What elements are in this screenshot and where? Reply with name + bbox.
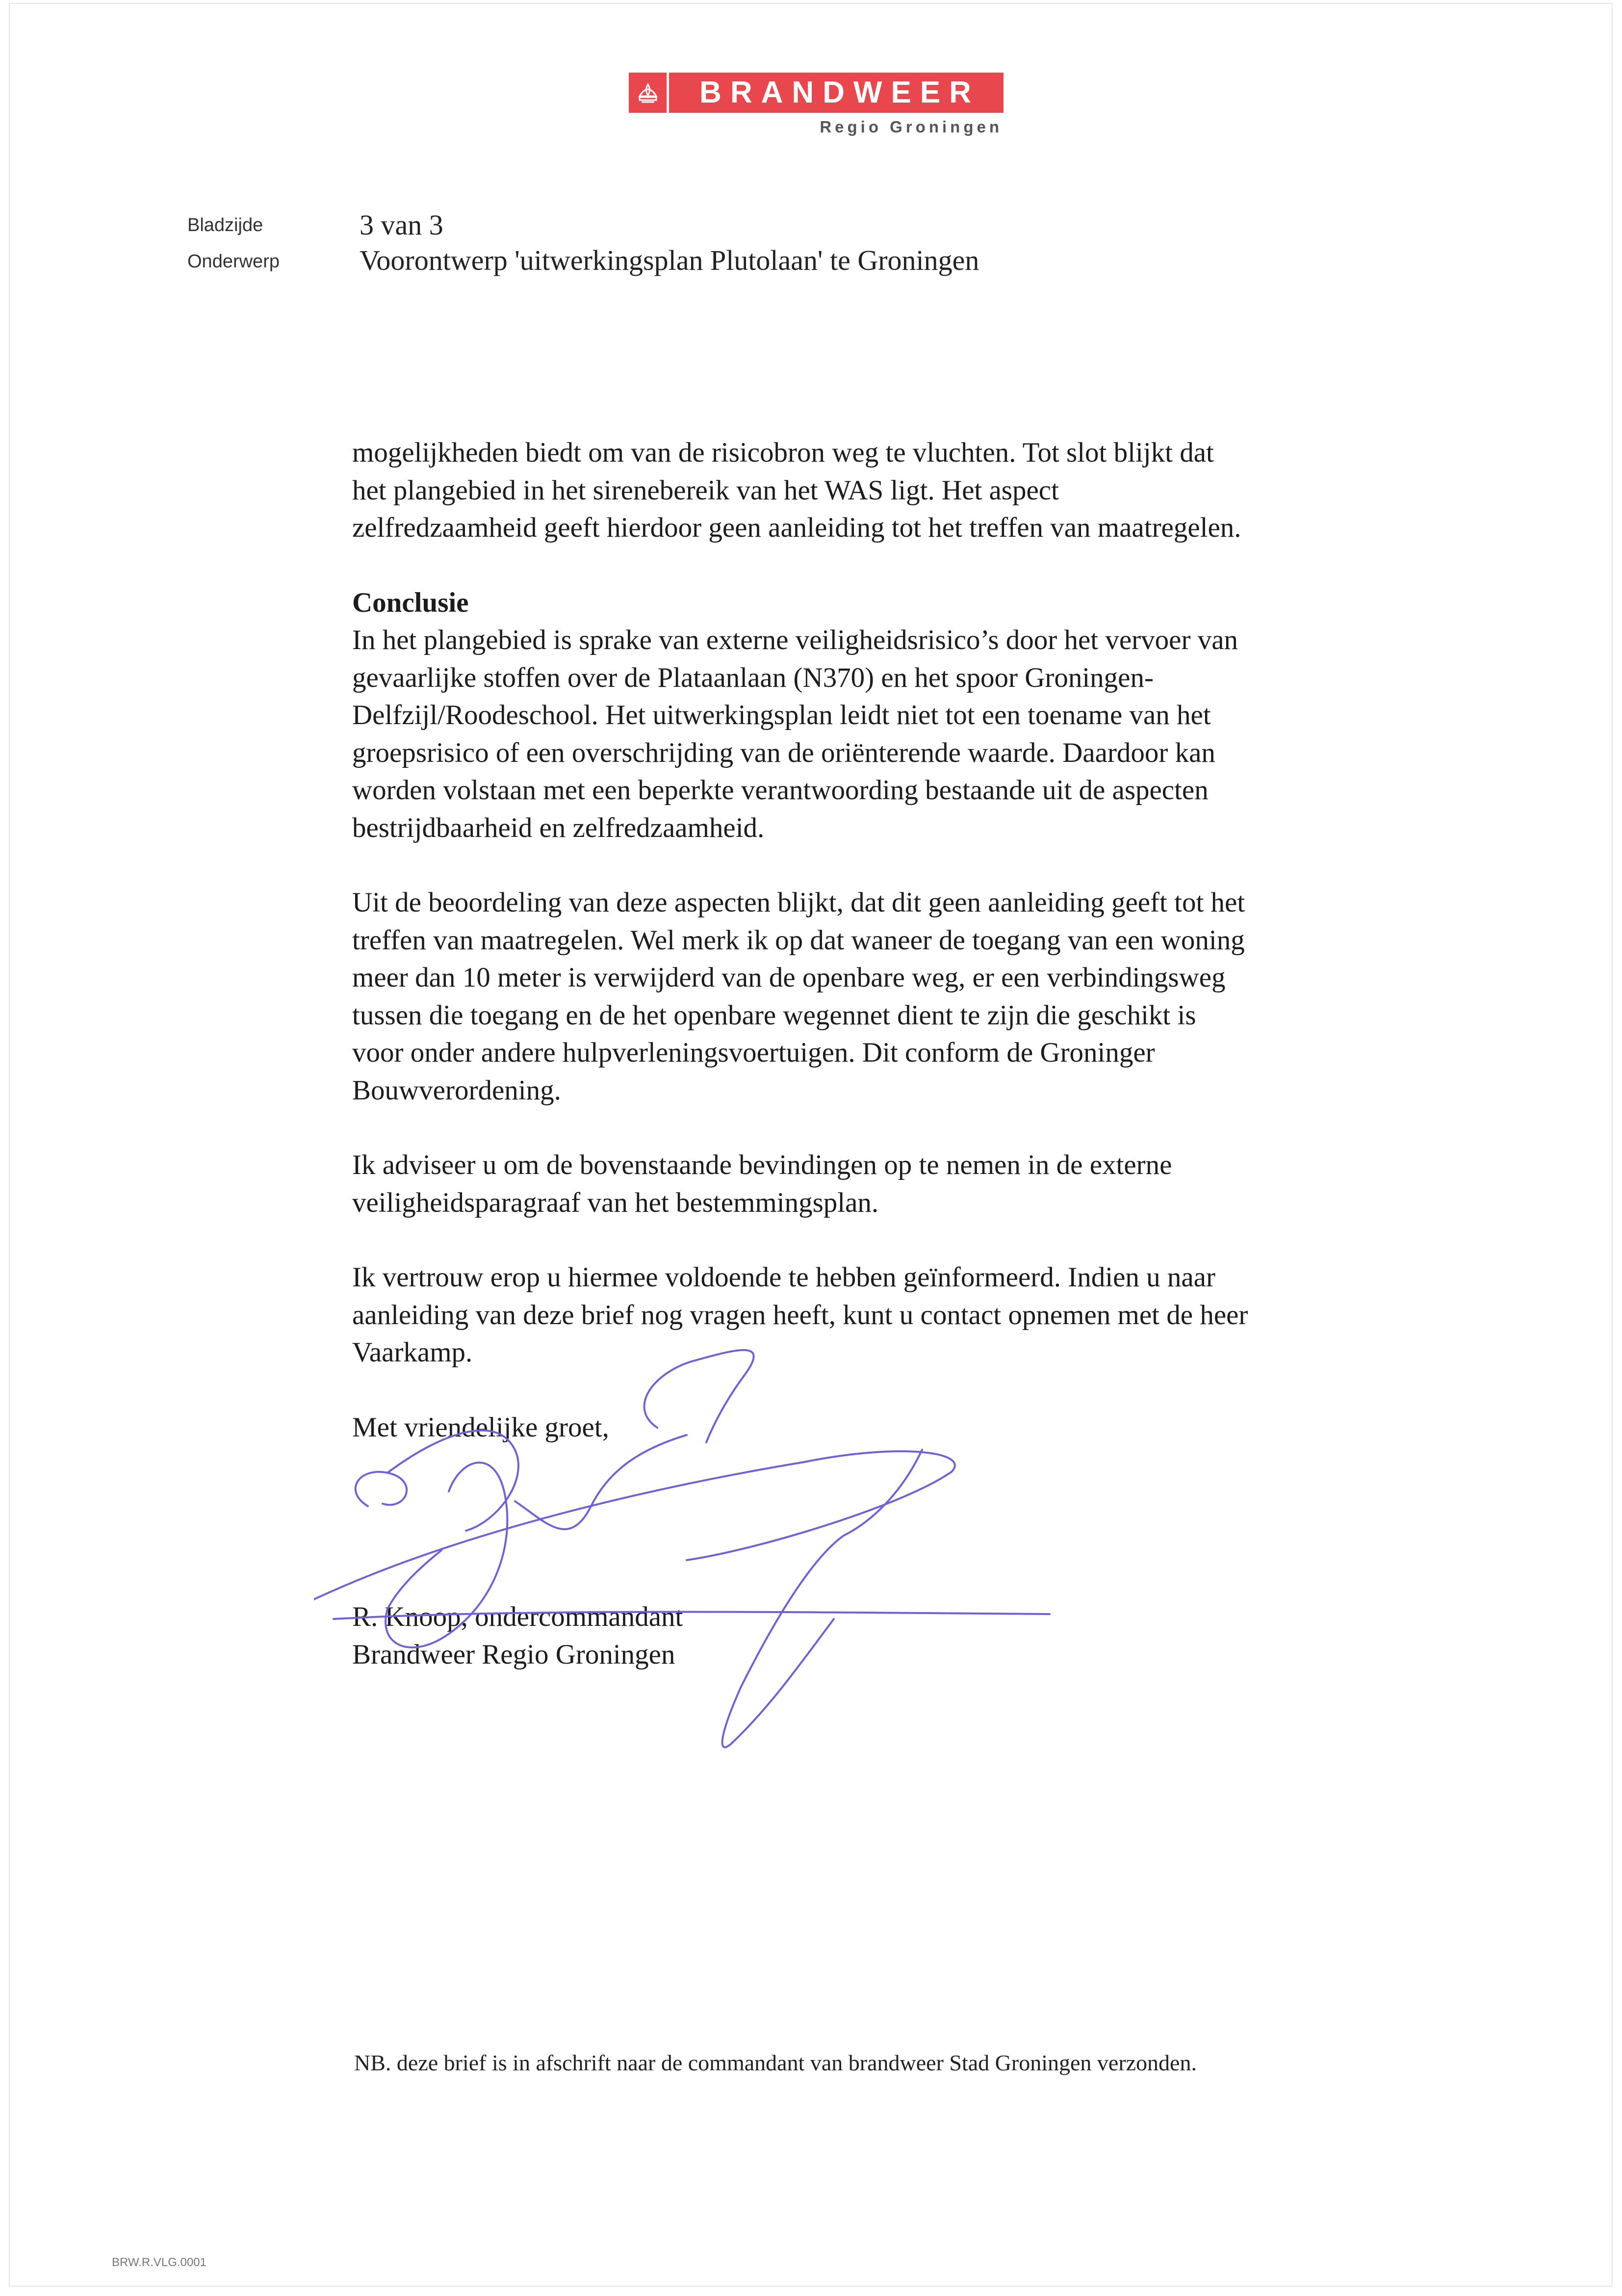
- body-line: mogelijkheden biedt om van de risicobron weg te vluchten. Tot slot blijkt dat: [352, 437, 1214, 468]
- body-line: Ik vertrouw erop u hiermee voldoende te hebben geïnformeerd. Indien u naar: [352, 1262, 1215, 1293]
- logo-bar: [629, 73, 1004, 113]
- body-line: veiligheidsparagraaf van het bestemmingsplan.: [352, 1187, 879, 1218]
- body-line: tussen die toegang en de het openbare wegennet dient te zijn die geschikt is: [352, 999, 1196, 1031]
- body-line: gevaarlijke stoffen over de Plataanlaan (N370) en het spoor Groningen-: [352, 662, 1154, 693]
- body-line: voor onder andere hulpverleningsvoertuigen. Dit conform de Groninger: [352, 1037, 1155, 1068]
- brandweer-logo: [629, 73, 1004, 136]
- body-line: Delfzijl/Roodeschool. Het uitwerkingsplan leidt niet tot een toename van het: [352, 700, 1211, 731]
- conclusion-heading: Conclusie: [352, 587, 469, 618]
- body-line: In het plangebied is sprake van externe veiligheidsrisico’s door het vervoer van: [352, 625, 1238, 655]
- footer-note: NB. deze brief is in afschrift naar de commandant van brandweer Stad Groningen verzonden.: [354, 2050, 1197, 2075]
- body-line: Ik adviseer u om de bovenstaande bevindingen op te nemen in de externe: [352, 1149, 1172, 1180]
- body-line: aanleiding van deze brief nog vragen heeft, kunt u contact opnemen met de heer: [352, 1299, 1248, 1331]
- page-value: 3 van 3: [360, 209, 443, 241]
- body-line: zelfredzaamheid geeft hierdoor geen aanleiding tot het treffen van maatregelen.: [352, 512, 1241, 543]
- crown-flame-icon: [629, 73, 669, 113]
- body-line: treffen van maatregelen. Wel merk ik op dat waneer de toegang van een woning: [352, 924, 1245, 956]
- signer-org: Brandweer Regio Groningen: [352, 1639, 675, 1670]
- body-line: worden volstaan met een beperkte verantwoording bestaande uit de aspecten: [352, 775, 1209, 806]
- body-line: Vaarkamp.: [352, 1337, 473, 1368]
- page-label: Bladzijde: [187, 215, 263, 235]
- body-line: meer dan 10 meter is verwijderd van de openbare weg, er een verbindingsweg: [352, 962, 1226, 993]
- document-code: BRW.R.VLG.0001: [112, 2256, 206, 2269]
- body-line: Uit de beoordeling van deze aspecten blijkt, dat dit geen aanleiding geeft tot het: [352, 887, 1245, 918]
- body-line: groepsrisico of een overschrijding van de oriënterende waarde. Daardoor kan: [352, 737, 1215, 768]
- body-line: Bouwverordening.: [352, 1074, 561, 1106]
- greeting: Met vriendelijke groet,: [352, 1411, 609, 1443]
- logo-subtitle: Regio Groningen: [820, 118, 1003, 136]
- body-line: het plangebied in het sirenebereik van het WAS ligt. Het aspect: [352, 474, 1059, 506]
- body-line: bestrijdbaarheid en zelfredzaamheid.: [352, 812, 765, 843]
- subject-value: Voorontwerp 'uitwerkingsplan Plutolaan' te Groningen: [360, 244, 979, 276]
- handwritten-signature: [314, 1344, 1059, 1761]
- subject-label: Onderwerp: [187, 251, 280, 272]
- logo-wordmark: BRANDWEER: [699, 76, 980, 109]
- signer-name: R. Knoop, ondercommandant: [352, 1601, 683, 1632]
